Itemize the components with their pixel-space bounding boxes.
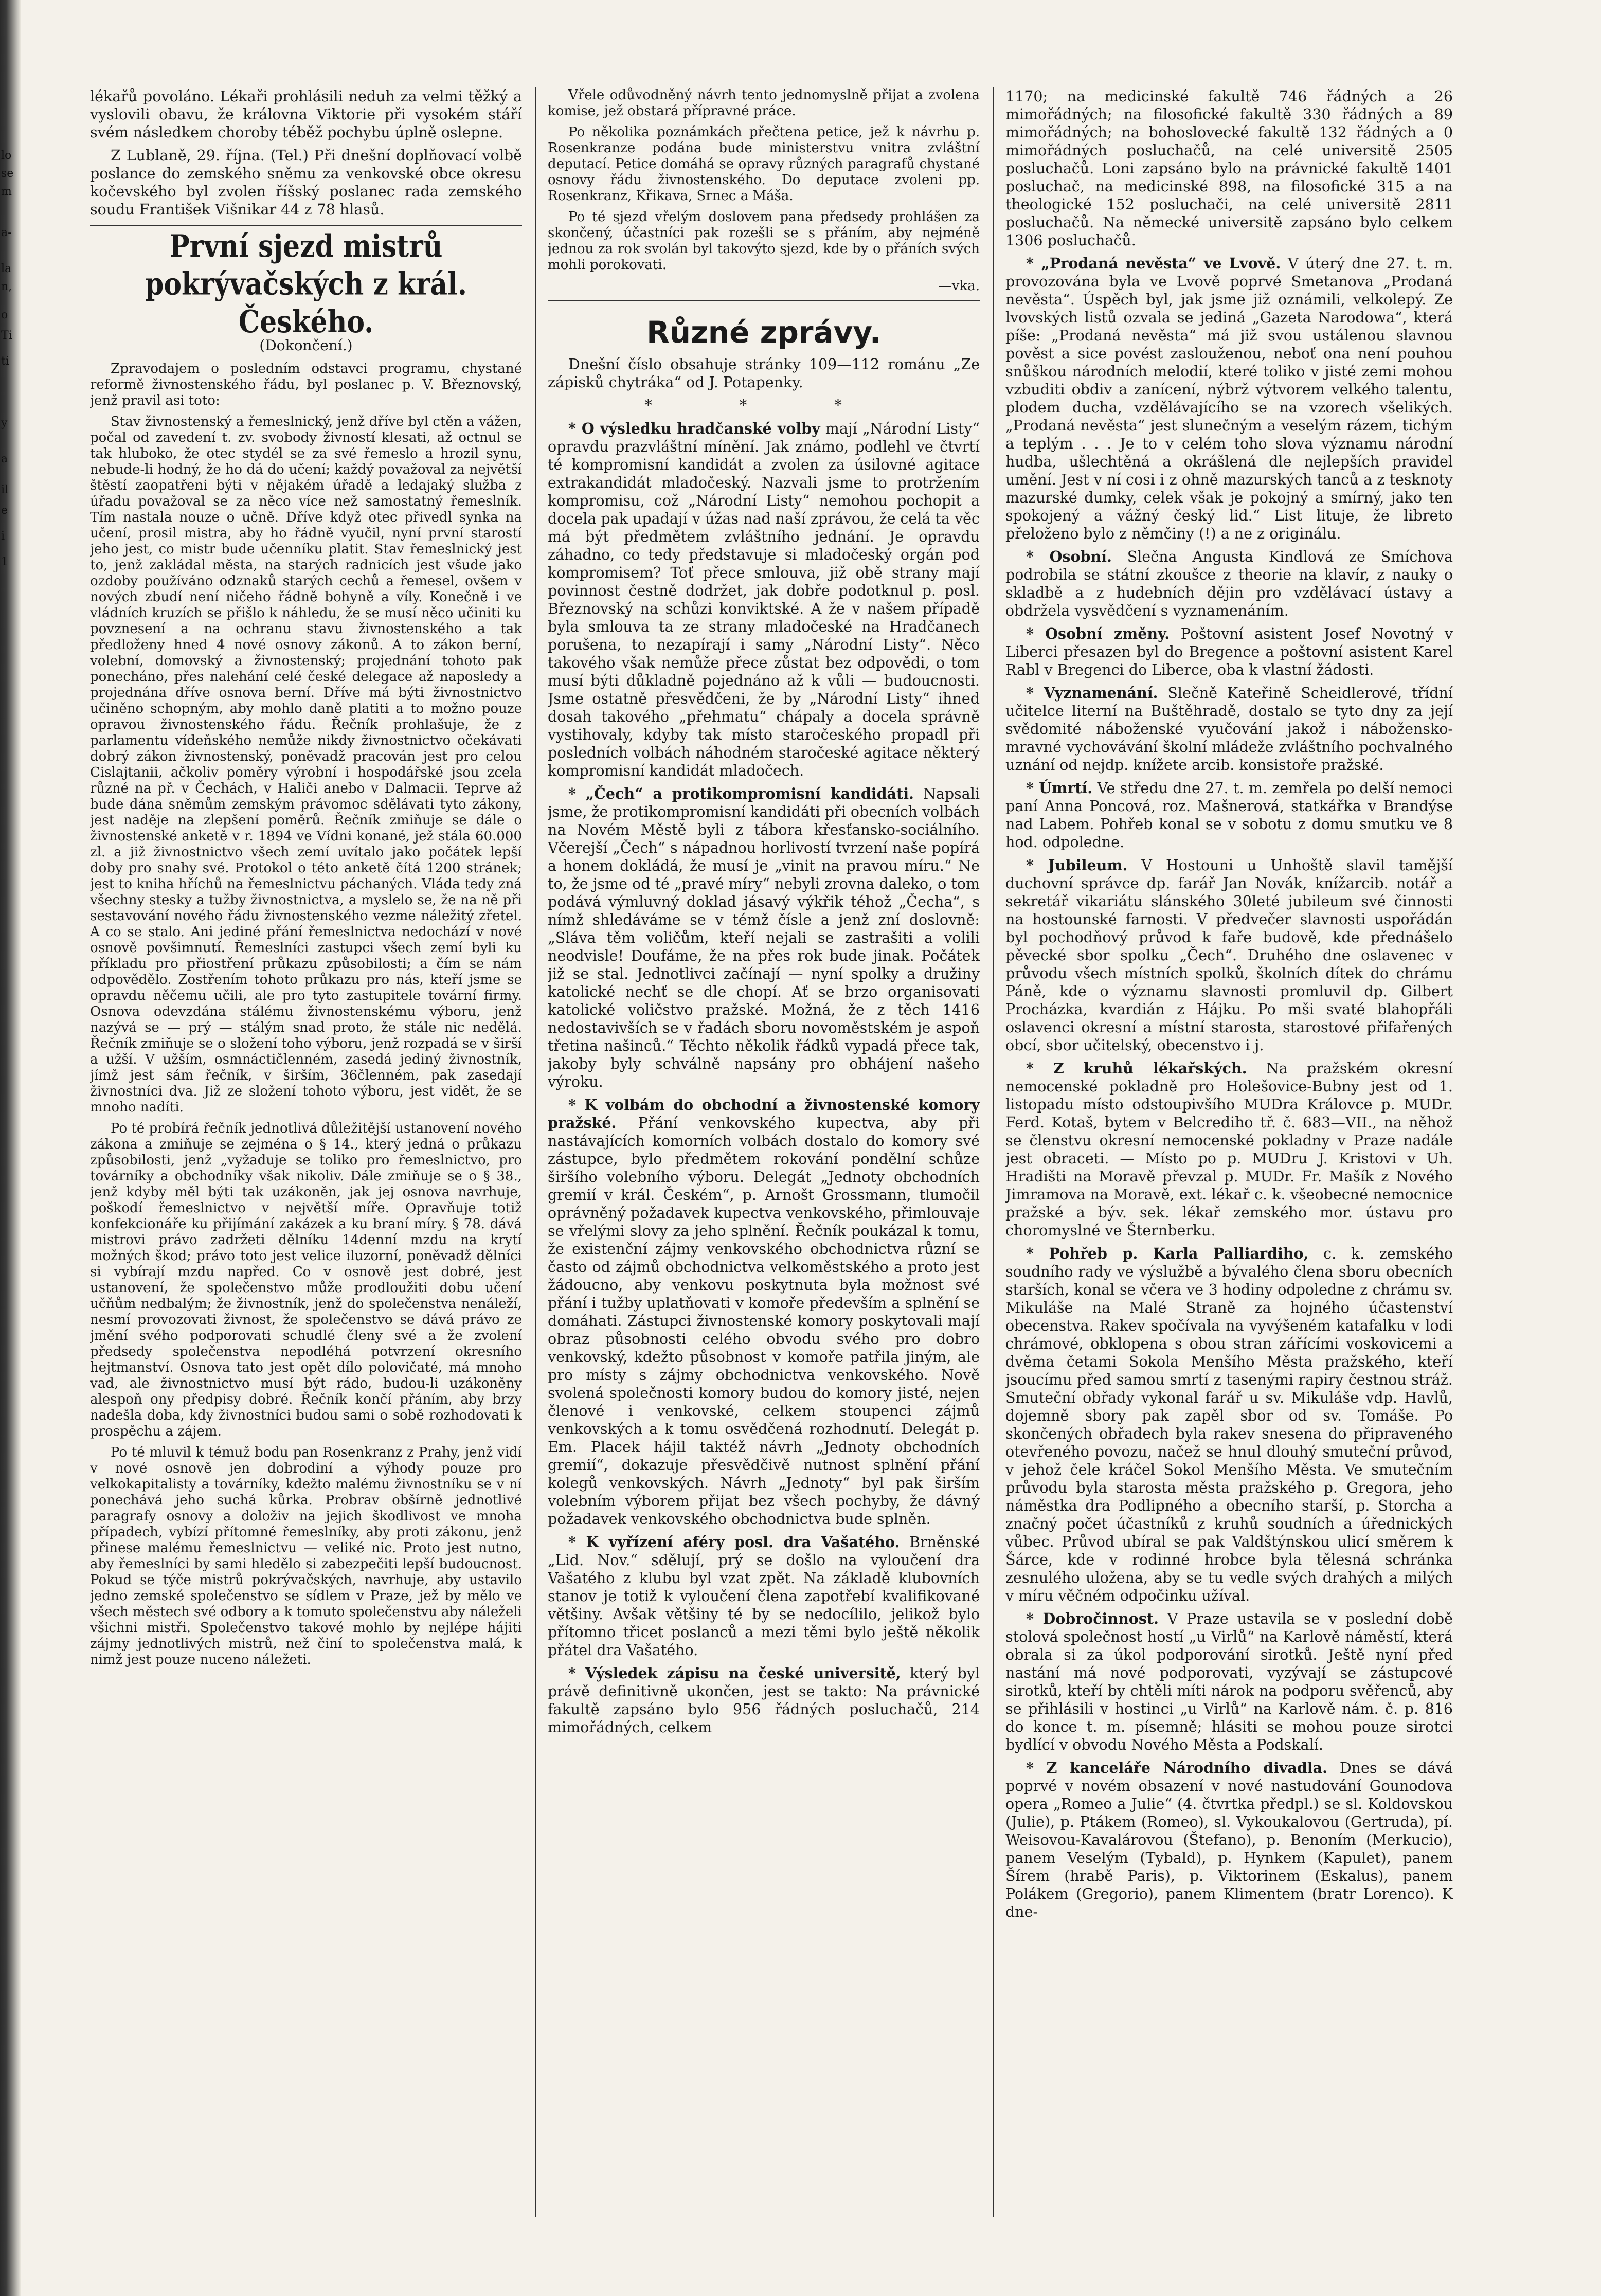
article-paragraph: Z Lublaně, 29. října. (Tel.) Při dnešní doplňovací volbě poslance do zemského sněmu za venkovské obce okresu kočevského byl zvolen říšský poslanec rada zemského soudu František Višnikar 44 z 78 hlasů.	[90, 147, 522, 218]
asterisk-separator: * * *	[644, 397, 884, 415]
column-rule	[535, 87, 536, 2217]
margin-fragment: 1	[1, 555, 8, 568]
item-text: V úterý dne 27. t. m. provozována byla ve Lvově poprvé Smetanova „Prodaná nevěsta“. Úspěch byl, jak jsme již oznámili, velkolepý. Ze lvovských listů ozvala se jediná „Gazeta Narodowa“, která píše: „Prodaná nevěsta“ má již svou ustálenou slavnou pověst a sice povést zaslouženou, neboť ona není pouhou snůškou národních melodií, které toliko v jisté zemi mohou vzbuditi obdiv a zanícení, nýbrž výtvorem velkého talentu, plodem ducha, vzdělávajícího se na vzorech všelikých. „Prodaná nevěsta“ jest slunečným a veselým rázem, tichým a teplým . . . Je to v celém toho slova významu národní hudba, ušlechtěná a okrášlená dle nejlepších pravidel umění. Jest v ní cosi i z ohně mazurských tanců a z tesknoty mazurské dumky, celek však je pokojný a smírný, jako ten spokojený a vážný český lid.“ List lituje, že libreto přeloženo bylo z němčiny (!) a ne z originálu.	[1005, 255, 1453, 542]
divider	[90, 225, 522, 226]
item-heading: * Vyznamenání.	[1026, 684, 1158, 702]
column-3	[1005, 87, 1453, 2217]
article-headline: První sjezd mistrů pokrývačských z král. Českého.	[145, 228, 467, 340]
item-text: Přání venkovského kupectva, aby při nastávajících komorních volbách dostalo do komory své zástupce, bylo předmětem rokování pondělní schůze širšího volebního výboru. Delegát „Jednoty obchodních gremií v král. Českém“, p. Arnošt Grossmann, tlumočil oprávněný požadavek kupectva venkovského, přimlouvaje se vřelými slovy za jeho splnění. Řečník poukázal k tomu, že existenční zájmy venkovského obchodnictva různí se často od zájmů obchodnictva velkoměstského a proto jest žádoucno, aby venkovu poskytnuta byla možnost své přání i tužby uplatňovati v komoře především a splnění se domáhati. Zástupci živnostenské komory poskytovali mají obraz působnosti celého obvodu svého pro dobro venkovský, kdežto působnost v komoře patřila jiným, ale pro místy s zájmy obchodnictva venkovského. Nově svolená společnosti komory budou do komory jisté, nejen členové i venkovské, celkem stoupenci zájmů venkovských a k tomu osvědčená rozhodnutí. Delegát p. Em. Placek hájil taktéž návrh „Jednoty obchodních gremií“, dokazuje přesvědčivě nutnost splnění přání kolegů venkovských. Návrh „Jednoty“ byl pak širším volebním výborem přijat bez všech pochyby, že dávný požadavek venkovského obchodnictva bude splněn.	[548, 1115, 980, 1528]
margin-fragment: a	[1, 453, 8, 465]
column-rule	[993, 87, 994, 2217]
item-text: Napsali jsme, že protikompromisní kandidáti při obecních volbách na Novém Městě byli z tábora křesťansko-sociálního. Včerejší „Čech“ s nápadnou horlivostí tvrzení naše popírá a honem dokládá, že musí je „vinit na pravou míru.“ Ne to, že jsme od té „pravé míry“ nebyli zrovna daleko, o tom podává výmluvný doklad jásavý výkřik téhož „Čecha“, s nímž shledáváme se v témž čísle a jenž zní doslovně: „Sláva těm voličům, kteří nejali se zastrašiti a volili neodvisle! Doufáme, že na přes rok bude jinak. Počátek již se stal. Jednotlivci začínají — nyní spolky a družiny katolické nechť se dle chopí. Ať se brzo organisovati katolické voličstvo pražské. Možná, že z těch 1416 nedostavivších se v řadách sboru novoměstském je aspoň třetina našinců.“ Těchto několik řádků vypadá přece tak, jakoby byly schválně napsány pro obhájení našeho výroku.	[548, 785, 980, 1090]
column-2	[548, 87, 980, 2217]
item-heading: * K vyřízení aféry posl. dra Vašatého.	[568, 1533, 900, 1551]
margin-fragment: se	[1, 167, 14, 180]
article-paragraph: Po několika poznámkách přečtena petice, jež k návrhu p. Rosenkranze podána bude ministerstvu vnitra zvláštní deputací. Petice domáhá se opravy různých paragrafů chystané osnovy řádu živnostenského. Do deputace zvoleni pp. Rosenkranz, Křikava, Srnec a Máša.	[548, 124, 980, 204]
divider	[548, 300, 980, 301]
item-text: Slečně Kateřině Scheidlerové, třídní učitelce literní na Buštěhradě, dostalo se tyto dny za její svědomité náboženské vyučování jakož i nábožensko-mravné vychovávání školní mládeže zvláštního pochvalného uznání od nejdp. knížete arcib. konsistoře pražské.	[1005, 685, 1453, 774]
article-paragraph: Dnešní číslo obsahuje stránky 109—112 románu „Ze zápisků chytráka“ od J. Potapenky.	[548, 356, 980, 391]
newspaper-page	[90, 87, 1453, 2217]
item-heading: * Osobní změny.	[1026, 625, 1170, 642]
item-text: Na pražském okresní nemocenské pokladně pro Holešovice-Bubny jest od 1. listopadu místo odstoupivšího MUDra Královce p. MUDr. Ferd. Kotaš, bytem v Belcrediho tř. č. 683—VII., na něhož se členstvu okresní nemocenské pokladny v Praze nadále jest obraceti. — Místo po p. MUDru J. Kristovi v Uh. Hradišti na Moravě převzal p. MUDr. Fr. Mašík z Nového Jimramova na Moravě, ext. lékař c. k. všeobecné nemocnice pražské a býv. sek. lékař zemského mor. ústavu pro choromyslné ve Šternberku.	[1005, 1060, 1453, 1239]
article-paragraph: Po té probírá řečník jednotlivá důležitější ustanovení nového zákona a zmiňuje se zejména o § 14., který jedná o průkazu způsobilosti, jenž „vyžaduje se toliko pro řemeslnictvo, pro továrníky a obchodníky však nikoliv. Dále zmiňuje se o § 38., jenž kdyby měl býti tak uzákoněn, jak jej osnova navrhuje, poškodí řemeslnictvo v největší míře. Opravňuje totiž konfekcionáře ku přijímání zakázek a ku braní míry. § 78. dává mistrovi právo zadržeti dělníku 14denní mzdu na krytí možných škod; právo toto jest velice iluzorní, poněvadž dělníci si vybírají mzdu napřed. Co v osnově jest dobré, jest ustanovení, že společenstvo může prodloužiti dobu učení učňům nedbalým; že živnostník, jenž do společenstva nenáleží, nesmí provozovati živnost, že společenstvo se dává právo ze jmění svého podporovati schudlé členy své a že zvolení předsedy společenstva nepodléhá potvrzení okresního hejtmanství. Osnova tato jest opět dílo polovičaté, má mnoho vad, ale živnostnictvo musí být rádo, budou-li uzákoněny alespoň ony předpisy dobré. Řečník končí přáním, aby brzy nadešla doba, kdy živnostníci budou sami o sobě rozhodovati k prospěchu a zájem.	[90, 1121, 522, 1439]
article-paragraph: Zpravodajem o posledním odstavci programu, chystané reformě živnostenského řádu, byl poslanec p. V. Březnovský, jenž pravil asi toto:	[90, 361, 522, 408]
article-paragraph: Po té sjezd vřelým doslovem pana předsedy prohlášen za skončený, účastníci pak rozešli se s přáním, aby nejméně jednou za rok svolán byl takovýto sjezd, kde by o přáních svých mohli porokovati.	[548, 209, 980, 273]
item-text: c. k. zemského soudního rady ve výslužbě a bývalého člena sboru obecních starších, konal se včera ve 3 hodiny odpoledne z chrámu sv. Mikuláše na Malé Straně za hojného účastenství obecenstva. Rakev spočívala na vyvýšeném katafalku v lodi chrámové, obklopena s obou stran zářícími voskovicemi a dvěma četami Sokola Menšího Města pražského, kteří jsoucímu před samou smrtí z tasenými rapiry čestnou stráž. Smuteční obřady vykonal farář u sv. Mikuláše vdp. Havlů, dojemně sbory pak zapěl sbor od sv. Tomáše. Po skončených obřadech byla rakev snesena do připraveného otevřeného povozu, načež se hnul dlouhý smuteční průvod, v jehož čele kráčel Sokol Menšího Města. Ve smutečním průvodu byla starosta města pražského p. Gregora, jeho náměstka dra Podlipného a obecního starší, p. Storcha a značný počet účastníků z kruhů soudních a úřednických vůbec. Průvod ubíral se pak Valdštýnskou ulicí směrem k Šárce, kde v rodinné hrobce byla tělesná schránka zesnulého uložena, aby se tu vedle svých drahých a milých v míru věčném odpočinku užíval.	[1005, 1245, 1453, 1604]
item-text: Poštovní asistent Josef Novotný v Liberci přesazen byl do Bregence a poštovní asistent Karel Rabl v Bregenci do Liberce, oba k vlastní žádosti.	[1005, 625, 1453, 678]
item-heading: * Jubileum.	[1026, 856, 1128, 874]
margin-fragment: n,	[1, 280, 12, 293]
item-heading: * Dobročinnost.	[1026, 1610, 1159, 1627]
margin-fragment: o	[1, 309, 8, 321]
margin-fragment: i	[1, 530, 5, 543]
item-heading: * Pohřeb p. Karla Palliardiho,	[1026, 1245, 1309, 1262]
margin-fragment: a-	[1, 226, 12, 239]
section-title: Různé zprávy.	[646, 315, 881, 350]
article-paragraph: lékařů povoláno. Lékaři prohlásili neduh za velmi těžký a vyslovili obavu, že královna Viktorie při vysokém stáří svém následkem choroby téběž pochybu úplně oslepne.	[90, 88, 522, 141]
item-text: který byl právě definitivně ukončen, jest se takto: Na právnické fakultě zapsáno bylo 956 řádných posluchačů, 214 mimořádných, celkem	[548, 1665, 980, 1736]
item-text: Slečna Angusta Kindlová ze Smíchova podrobila se státní zkoušce z theorie na klavír, z nauky o skladbě a z hudebních dějin pro vzdělávací ústavy a obdržela vysvědčení s vyznamenáním.	[1005, 548, 1453, 619]
item-text: Brněnské „Lid. Nov.“ sdělují, prý se došlo na vyloučení dra Vašatého z klubu byl vzat zpět. Na základě klubovních stanov je totiž k vyloučení člena zapotřebí kvalifikované většiny. Avšak většiny té by se nedocílilo, jelikož bylo přítomno třicet poslanců a mezi těmi bylo ještě několik přátel dra Vašatého.	[548, 1534, 980, 1659]
item-text: V Praze ustavila se v poslední době stolová společnost hostí „u Virlů“ na Karlově náměstí, která obrala si za úkol podporování sirotků. Ještě nyní před nastání má nové podporovati, vyzývají se zástupcové sirotků, kteří by chtěli míti nárok na podporu svěřenců, aby se přihlásili v hostinci „u Virlů“ na Karlově nám. č. p. 816 do konce t. m. písemně; hlásiti se mohou pouze sirotci bydlící v obvodu Nového Města a Podskalí.	[1005, 1610, 1453, 1753]
item-text: Dnes se dává poprvé v novém obsazení v nové nastudování Gounodova opera „Romeo a Julie“ (4. čtvrtka předpl.) se sl. Koldovskou (Julie), p. Ptákem (Romeo), sl. Vykoukalovou (Gertruda), pí. Weisovou-Kavalárovou (Štefano), p. Benoním (Merkucio), panem Veselým (Tybald), p. Hynkem (Kapulet), panem Šírem (hrabě Paris), p. Viktorinem (Eskalus), panem Polákem (Gregorio), panem Klimentem (bratr Lorenco). K dne-	[1005, 1760, 1453, 1921]
margin-fragment: e	[1, 504, 8, 517]
article-subhead: (Dokončení.)	[259, 337, 353, 354]
item-text: mají „Národní Listy“ opravdu prazvláštní mínění. Jak známo, podlehl ve čtvrtí té kompromisní kandidát a zvolen za úsilovné agitace extrakandidát mladočeský. Nazvali jsme to protržením kompromisu, což „Národní Listy“ nemohou pochopit a docela pak upadají v úžas nad naší zprávou, že celá ta věc má být předmětem zvláštního jednání. Je opravdu záhadno, co tedy představuje si mladočeský orgán pod kompromisem? Toť přece smlouva, již obě strany mají povinnost čestně dodržet, jak dobře podotknul p. posl. Březnovský na schůzi konviktské. A že v našem případě byla smlouva ta ze strany mladočeské na Hradčanech porušena, to nezapírají i samy „Národní Listy“. Něco takového však nemůže přece zůstat bez odpovědi, o tom musí býti důkladně pojednáno až k vůli — budoucnosti. Jsme ostatně přesvědčeni, že by „Národní Listy“ ihned dosah takového „přehmatu“ chápaly a docela správně vystihovaly, kdyby tak místo staročeského propadl při posledních volbách náhodném staročeské agitace některý kompromisní kandidát mladočech.	[548, 420, 980, 779]
item-heading: * „Čech“ a protikompromisní kandidáti.	[568, 785, 914, 802]
article-paragraph: Po té mluvil k témuž bodu pan Rosenkranz z Prahy, jenž vidí v nové osnově jen dobrodiní a výhody pouze pro velkokapitalisty a továrníky, kdežto malému živnostníku se v ní ponechává jeho suchá kůrka. Probrav obšírně jednotlivé paragrafy osnovy a doloživ na jejich škodlivost ve mnoha případech, vybízí přítomné řemeslníky, aby proti zákonu, jenž přinese malému řemeslnictvu — veliké nic. Proto jest nutno, aby řemeslníci by sami hledělo si zabezpečiti lepší budoucnost. Pokud se týče mistrů pokrývačských, navrhuje, aby ustavilo jedno zemské společenstvo se sídlem v Praze, jež by mělo ve všech městech své odbory a k tomuto společenstvu aby náleželi všichni mistři. Společenstvo takové mohlo by nejlépe hájiti zájmy jednotlivých mistrů, než činí to společenstva malá, k nimž jest pouze nuceno náležeti.	[90, 1445, 522, 1667]
article-paragraph: 1170; na medicinské fakultě 746 řádných a 26 mimořádných; na filosofické fakultě 330 řádných a 89 mimořádných; na bohoslovecké fakultě 132 řádných a 0 mimořádných posluchačů, na celé universitě 2505 posluchačů. Loni zapsáno bylo na právnické fakultě 1401 posluchač, na medicinské 898, na filosofické 315 a na theologické 152 posluchači, na celé universitě 2811 posluchačů. Na německé universitě zapsáno bylo celkem 1306 posluchačů.	[1005, 88, 1453, 249]
margin-fragment: il	[1, 483, 9, 496]
margin-fragment: la	[1, 262, 12, 275]
article-paragraph: Vřele odůvodněný návrh tento jednomyslně přijat a zvolena komise, jež obstará přípravné práce.	[548, 87, 980, 119]
item-heading: * „Prodaná nevěsta“ ve Lvově.	[1026, 255, 1281, 272]
item-heading: * Z kruhů lékařských.	[1026, 1060, 1247, 1077]
item-text: Ve středu dne 27. t. m. zemřela po delší nemoci paní Anna Poncová, roz. Mašnerová, statkářka v Brandýse nad Labem. Pohřeb konal se v sobotu z domu smutku ve 8 hod. odpoledne.	[1005, 780, 1453, 851]
margin-fragment: ti	[1, 355, 9, 368]
item-heading: * O výsledku hradčanské volby	[568, 420, 820, 437]
article-paragraph: Stav živnostenský a řemeslnický, jenž dříve byl ctěn a vážen, počal od zavedení t. zv. svobody živností klesati, až octnul se tak hluboko, že otec stydél se za své řemeslo a hrozil synu, nebude-li hodný, že ho dá do učení; každý považoval za největší štěstí zaopatřeni býti v nějakém úřadě a ledajaký služba z úřadu považoval se za něco více než samostatný řemeslník. Tím nastala nouze o učně. Dříve když otec přivedl synka na učení, prosil mistra, aby ho řádně vyučil, nyní první starostí jeho jest, co mistr bude učenníku platit. Stav řemeslnický jest to, jenž zakládal města, na starých radnicích jest všude jako ozdoby používáno odznaků starých cechů a řemesel, ovšem v nových zbudí není ničeho řádně bohyně a víly. Konečně i ve vládních kruzích se přišlo k náhledu, že se musí něco učiniti ku povznesení a na ochranu stavu živnostenského a tak předloženy hned 4 nové osnovy zákonů. A to zákon berní, volební, domovský a živnostenský; projednání tohoto pak ponecháno, přes nalehání celé české delegace až naposledy a projednána dříve osnova berní. Dříve má býti živnostnictvo učiněno schopným, aby mohlo daně platiti a to možno pouze opravou živnostenského řádu. Řečník prohlašuje, že z parlamentu vídeňského nemůže nikdy živnostnictvo očekávati dobrý zákon živnostenský, poněvadž pracován jest pro celou Cislajtanii, ačkoliv poměry výrobní i hospodářské jsou zcela různé na př. v Čechách, v Haliči anebo v Dalmacii. Teprve až bude dána sněmům zemským právomoc sdělávati tyto zákony, jest naděje na zlepšení poměrů. Řečník zmiňuje se dále o živnostenské anketě v r. 1894 ve Vídni konané, jež stála 60.000 zl. a již živnostnictvo všech zemí uvítalo jako počátek lepší doby pro snahy své. Protokol o této anketě čítá 1200 stránek; jest to kniha hříchů na řemeslnictvu páchaných. Vláda tedy zná všechny stesky a tužby živnostnictva, a myslelo se, že na ně při sestavování nového řádu živnostenského vezme náležitý zřetel. A co se stalo. Ani jediné přání řemeslnictva nedochází v nové osnově povšimnutí. Řemeslníci zastupci všech zemí byli ku příkladu pro přiostření průkazu způsobilosti; a čím se nám odpovědělo. Zostřením tohoto průkazu pro nás, kteří jsme se opravdu něčemu učili, ale pro tyto zastupitele tovární firmy. Osnova odevzdána stálému živnostenskému výboru, jenž nazývá se — prý — stálým snad proto, že stále nic nedělá. Řečník zmiňuje se o složení toho výboru, jenž rozpadá se v širší a užší. V užším, osmnáctičlenném, zasedá jediný živnostník, jímž jest sám řečník, v širším, 36členném, pak zasedají živnostníci dva. Již ze složení tohoto výboru, jest vidět, že se mnoho nadíti.	[90, 414, 522, 1115]
item-heading: * Osobní.	[1026, 548, 1112, 565]
item-heading: * Výsledek zápisu na české universitě,	[568, 1664, 901, 1682]
author-signature: —vka.	[938, 278, 980, 294]
column-1	[90, 87, 522, 2217]
margin-fragment: Ti	[1, 329, 12, 342]
item-heading: * K volbám do obchodní a živnostenské komory pražské.	[548, 1096, 980, 1132]
item-heading: * Úmrtí.	[1026, 779, 1093, 797]
margin-fragment: m	[1, 185, 12, 198]
item-heading: * Z kanceláře Národního divadla.	[1026, 1759, 1327, 1777]
margin-fragment: y	[1, 417, 8, 429]
item-text: V Hostouni u Unhoště slavil tamější duchovní správce dp. farář Jan Novák, knížarcib. notář a sekretář vikariátu slánského 30leté jubileum své činnosti na hostounské farnosti. V předvečer slavnosti uspořádán byl pochodňový průvod k faře budově, kde přednášelo pěvecké sbor spolku „Čech“. Druhého dne oslavenec v průvodu všech místních spolků, školních dítek do chrámu Páně, kde o významu slavnosti promluvil dp. Gilbert Procházka, kvardián z Hájku. Po mši svaté blahopřáli oslavenci okresní a místní starosta, starostové přifařených obcí, sbor učitelský, obecenstvo i j.	[1005, 857, 1453, 1054]
margin-fragment: lo	[1, 149, 12, 162]
page-margin-strip	[0, 0, 21, 2296]
